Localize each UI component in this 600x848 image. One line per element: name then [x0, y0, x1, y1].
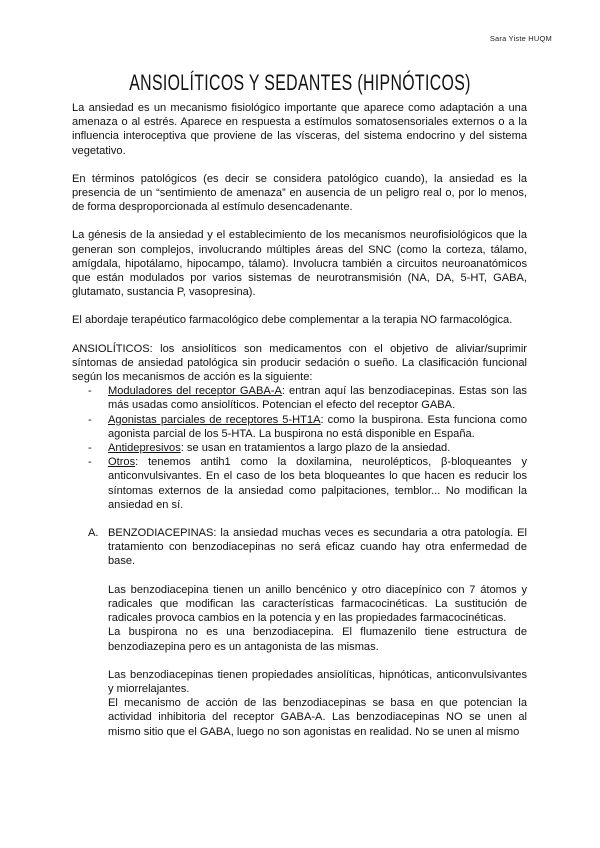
- list-item-term: Antidepresivos: [108, 442, 181, 455]
- paragraph-pathological-anxiety: En términos patológicos (es decir se considera patológico cuando), la ansiedad es la presencia de un “sentimiento de amenaza” en ausencia de un peligro real o, por lo menos, de forma desproporcionada al estímulo desencadenante.: [72, 172, 527, 214]
- list-bullet: -: [88, 442, 92, 455]
- paragraph-anxiety-definition: La ansiedad es un mecanismo fisiológico importante que aparece como adaptación a una amenaza o al estrés. Aparece en respuesta a estímulos somatosensoriales externos o a la influencia interoceptiva que proviene de las vísceras, del sistema endocrino y del sistema vegetativo.: [72, 102, 527, 157]
- list-item: [72, 441, 527, 455]
- section-marker: A.: [88, 527, 99, 540]
- list-item: [72, 455, 527, 512]
- paragraph-benzo-properties: Las benzodiacepinas tienen propiedades ansiolíticas, hipnóticas, anticonvulsivantes y miorrelajantes.: [108, 668, 527, 695]
- paragraph-anxiolytics-intro: ANSIOLÍTICOS: los ansiolíticos son medicamentos con el objetivo de aliviar/suprimir síntomas de ansiedad patológica sin producir sedación o sueño. La clasificación funcional según los mecanismos de acción es la siguiente:: [72, 342, 527, 384]
- header-author: Sara Yiste HUQM: [489, 34, 552, 43]
- paragraph-therapeutic-approach: El abordaje terapéutico farmacológico debe complementar a la terapia NO farmacológica.: [72, 314, 513, 327]
- anxiolytics-classification-list: [72, 384, 527, 512]
- page-title: ANSIOLÍTICOS Y SEDANTES (HIPNÓTICOS): [129, 70, 471, 95]
- list-bullet: -: [88, 413, 92, 426]
- section-benzodiacepinas: [72, 526, 527, 739]
- list-item-text: : se usan en tratamientos a largo plazo de la ansiedad.: [180, 442, 451, 455]
- list-bullet: -: [88, 385, 92, 398]
- paragraph-buspirone-flumazenil: La buspirona no es una benzodiacepina. El flumazenilo tiene estructura de benzodiazepina pero es un antagonista de las mismas.: [108, 626, 527, 653]
- paragraph-benzo-intro: BENZODIACEPINAS: la ansiedad muchas veces es secundaria a otra patología. El tratamiento con benzodiacepinas no será eficaz cuando hay otra enfermedad de base.: [108, 527, 527, 568]
- document-body: [72, 101, 527, 739]
- paragraph-benzo-mechanism: El mecanismo de acción de las benzodiacepinas se basa en que potencian la actividad inhibitoria del receptor GABA-A. Las benzodiacepinas NO se unen al mismo sitio que el GABA, luego no son agonistas en realidad. No se unen al mismo: [108, 697, 527, 738]
- list-item-term: Agonistas parciales de receptores 5-HT1A: [108, 413, 321, 426]
- list-item-text: : como la buspirona. Esta funciona como agonista parcial de los 5-HTA. La buspirona no está disponible en España.: [108, 413, 527, 440]
- list-bullet: -: [88, 456, 92, 469]
- list-item-text: : entran aquí las benzodiacepinas. Estas son las más usadas como ansiolíticos. Potencian el efecto del receptor GABA.: [108, 385, 527, 412]
- paragraph-benzo-structure: Las benzodiacepina tienen un anillo bencénico y otro diacepínico con 7 átomos y radicales que modifican las características farmacocinéticas. La sustitución de radicales provoca cambios en la potencia y en las propiedades farmacocinéticas.: [108, 583, 527, 625]
- list-item-term: Moduladores del receptor GABA-A: [108, 385, 282, 398]
- list-item: [72, 384, 527, 412]
- list-item: [72, 413, 527, 441]
- list-item-text: : tenemos antih1 como la doxilamina, neurolépticos, β-bloqueantes y anticonvulsivantes. En el caso de los beta bloqueantes lo que hacen es reducir los síntomas externos de la ansiedad como palpitaciones, temblor... No modifican la ansiedad en sí.: [108, 456, 527, 511]
- list-item-term: Otros: [108, 456, 136, 469]
- paragraph-anxiety-genesis: La génesis de la ansiedad y el establecimiento de los mecanismos neurofisiológicos que la generan son complejos, involucrando múltiples áreas del SNC (como la corteza, tálamo, amígdala, hipotálamo, hipocampo, tálamo). Involucra también a circuitos neuroanatómicos que están modulados por varios sistemas de neurotransmisión (NA, DA, 5-HT, GABA, glutamato, sustancia P, vasopresina).: [72, 229, 527, 299]
